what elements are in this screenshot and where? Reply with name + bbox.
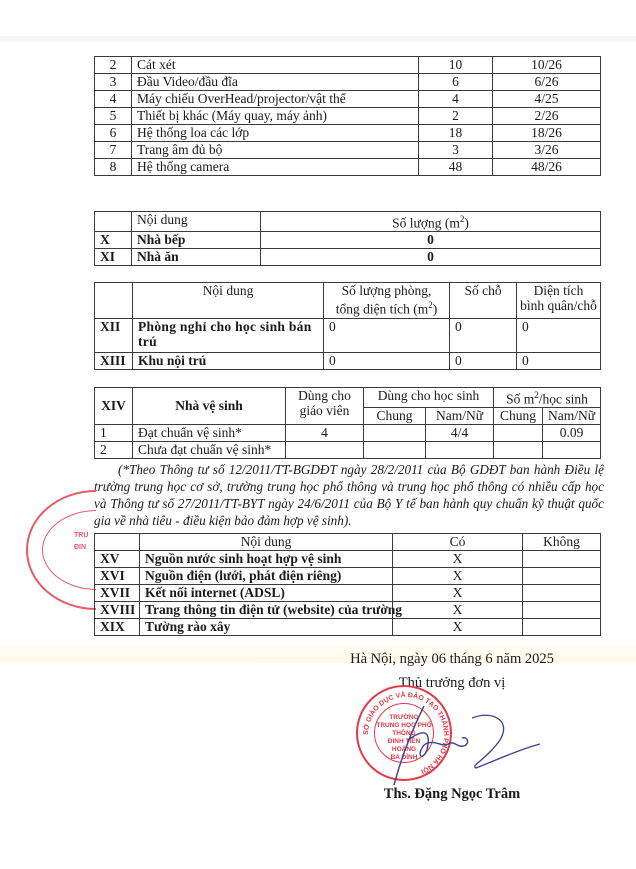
header-seats: Số chỗ: [450, 283, 517, 319]
boarding-table: [94, 282, 601, 370]
row-number: XVIII: [95, 602, 140, 619]
row-number: 2: [95, 441, 133, 458]
table-header-row: [95, 283, 601, 319]
table-header-row: [95, 388, 601, 408]
kitchen-table: [94, 211, 601, 266]
equipment-name: Đầu Video/đầu đĩa: [132, 74, 419, 91]
row-number: XV: [95, 551, 140, 568]
signer-title: Thủ trưởng đơn vị: [398, 675, 506, 691]
header-teacher-line1: Dùng cho: [298, 388, 351, 403]
header-blank: [95, 283, 133, 319]
equipment-quantity: 6: [419, 74, 493, 91]
row-number: 8: [95, 159, 132, 176]
equipment-quantity: 10: [419, 57, 493, 74]
table-row: [95, 424, 601, 441]
equipment-ratio: 4/25: [493, 91, 601, 108]
table-row: [95, 619, 601, 636]
item-name: Nhà ăn: [132, 248, 261, 265]
header-student-common: Chung: [364, 407, 426, 424]
equipment-name: Thiết bị khác (Máy quay, máy ảnh): [132, 108, 419, 125]
item-student-common: [364, 424, 426, 441]
row-number: XVI: [95, 568, 140, 585]
table-row: [95, 108, 601, 125]
table-row: [95, 142, 601, 159]
item-no: [523, 585, 601, 602]
header-area-group: [494, 388, 601, 408]
header-content: Nội dung: [133, 283, 324, 319]
row-number: 2: [95, 57, 132, 74]
equipment-ratio: 48/26: [493, 159, 601, 176]
stamp-line2: ĐIN: [74, 544, 87, 551]
stamp-line2: TRUNG HỌC PHỔ THÔNG: [376, 722, 432, 737]
item-yes: X: [393, 602, 523, 619]
header-quantity-suffix: ): [464, 215, 469, 231]
table-row: [95, 568, 601, 585]
header-quantity: [261, 212, 601, 232]
header-area-common: Chung: [494, 407, 543, 424]
item-yes: X: [393, 585, 523, 602]
header-teacher-line2: giáo viên: [299, 403, 350, 418]
equipment-quantity: 48: [419, 159, 493, 176]
equipment-quantity: 4: [419, 91, 493, 108]
item-teacher: 4: [286, 424, 364, 441]
header-student-group: Dùng cho học sinh: [364, 388, 494, 408]
equipment-name: Hệ thống camera: [132, 159, 419, 176]
table-row: [95, 551, 601, 568]
item-area: 0: [517, 319, 601, 353]
item-name-line2: trú: [138, 334, 157, 349]
header-student-mf: Nam/Nữ: [426, 407, 494, 424]
item-seats: 0: [450, 353, 517, 370]
header-quantity-text: Số lượng (m: [392, 215, 460, 231]
header-rooms-line2: tổng diện tích (m: [335, 301, 429, 317]
item-value: 0: [261, 231, 601, 248]
row-number: X: [95, 231, 132, 248]
equipment-name: Cát xét: [132, 57, 419, 74]
row-number: 7: [95, 142, 132, 159]
stamp-line1: TRU: [74, 532, 89, 539]
item-seats: 0: [450, 319, 517, 353]
row-number: XIII: [95, 353, 133, 370]
equipment-table: [94, 56, 601, 176]
stamp-text: [74, 530, 88, 554]
header-rooms-line1: Số lượng phòng,: [341, 283, 432, 298]
header-area-mf: Nam/Nữ: [543, 407, 601, 424]
item-student-mf: 4/4: [426, 424, 494, 441]
equipment-name: Hệ thống loa các lớp: [132, 125, 419, 142]
row-number: XI: [95, 248, 132, 265]
equipment-quantity: 3: [419, 142, 493, 159]
header-area-text: Số m: [506, 391, 535, 407]
header-teacher: [286, 388, 364, 425]
table-row: [95, 91, 601, 108]
row-number: XII: [95, 319, 133, 353]
table-row: [95, 159, 601, 176]
footnote-text: (*Theo Thông tư số 12/2011/TT-BGDĐT ngày 28/2/2011 của Bộ GDĐT ban hành Điều lệ trường trung học cơ sở, trường trung học phổ thông và trung học phổ thông có nhiều cấp học và Thông tư số 27/2011/TT-BYT ngày 24/6/2011 của Bộ Y tế ban hành quy chuẩn kỹ thuật quốc gia về nhà tiêu - điều kiện bảo đảm hợp vệ sinh).: [94, 462, 604, 528]
header-name: Nhà vệ sinh: [133, 388, 286, 425]
superscript: 2: [428, 300, 433, 310]
item-name: Trang thông tin điện tử (website) của trường: [140, 602, 393, 619]
item-area-mf: 0.09: [543, 424, 601, 441]
item-name: Đạt chuẩn vệ sinh*: [133, 424, 286, 441]
item-name: Chưa đạt chuẩn vệ sinh*: [133, 441, 286, 458]
handwritten-signature: [372, 700, 542, 790]
header-blank: [95, 212, 132, 232]
signer-name: Ths. Đặng Ngọc Trâm: [383, 786, 521, 802]
item-no: [523, 619, 601, 636]
item-name: Nguồn điện (lưới, phát điện riêng): [140, 568, 393, 585]
item-area: 0: [517, 353, 601, 370]
stamp-line4: BA ĐÌNH: [390, 754, 418, 761]
header-no: Không: [523, 534, 601, 551]
toilet-table: [94, 387, 601, 459]
table-row: [95, 602, 601, 619]
table-row: [95, 231, 601, 248]
row-number: XIX: [95, 619, 140, 636]
item-teacher: [286, 441, 364, 458]
section-number: XIV: [95, 388, 133, 425]
superscript: 2: [459, 214, 465, 224]
table-header-row: [95, 534, 601, 551]
superscript: 2: [534, 390, 539, 400]
row-number: XVII: [95, 585, 140, 602]
item-student-common: [364, 441, 426, 458]
header-area-line2: bình quân/chỗ: [520, 298, 597, 313]
equipment-name: Máy chiếu OverHead/projector/vật thể: [132, 91, 419, 108]
header-content: Nội dung: [140, 534, 393, 551]
row-number: 4: [95, 91, 132, 108]
header-rooms: [324, 283, 450, 319]
equipment-ratio: 10/26: [493, 57, 601, 74]
table-header-row: [95, 212, 601, 232]
table-row: [95, 57, 601, 74]
item-value: 0: [261, 248, 601, 265]
item-no: [523, 602, 601, 619]
item-name: Nhà bếp: [132, 231, 261, 248]
row-number: 5: [95, 108, 132, 125]
table-row: [95, 248, 601, 265]
item-name-line1: Phòng nghỉ cho học sinh bán: [138, 319, 312, 334]
equipment-name: Trang âm đủ bộ: [132, 142, 419, 159]
table-row: [95, 441, 601, 458]
table-row: [95, 585, 601, 602]
equipment-ratio: 2/26: [493, 108, 601, 125]
item-area-mf: [543, 441, 601, 458]
item-name: Tường rào xây: [140, 619, 393, 636]
header-area-suffix: /học sinh: [538, 391, 588, 407]
item-rooms: 0: [324, 353, 450, 370]
item-no: [523, 568, 601, 585]
footnote: [94, 461, 604, 529]
header-rooms-suffix: ): [432, 301, 438, 317]
header-area-line1: Diện tích: [533, 283, 584, 298]
item-no: [523, 551, 601, 568]
row-number: 1: [95, 424, 133, 441]
header-area: [517, 283, 601, 319]
row-number: 6: [95, 125, 132, 142]
svg-text:SỞ GIÁO DỤC VÀ ĐÀO TẠO THÀNH P: SỞ GIÁO DỤC VÀ ĐÀO TẠO THÀNH PHỐ HÀ NỘI: [362, 691, 450, 775]
stamp-line1: TRƯỜNG: [389, 714, 419, 721]
partial-stamp: [26, 490, 96, 610]
item-yes: X: [393, 568, 523, 585]
item-name: Khu nội trú: [133, 353, 324, 370]
equipment-ratio: 18/26: [493, 125, 601, 142]
stamp-line3: ĐINH TIÊN HOÀNG: [387, 738, 421, 753]
place-date: Hà Nội, ngày 06 tháng 6 năm 2025: [350, 651, 554, 667]
table-row: [95, 125, 601, 142]
item-name: Nguồn nước sinh hoạt hợp vệ sinh: [140, 551, 393, 568]
item-name: [133, 319, 324, 353]
facilities-table: [94, 533, 601, 636]
equipment-quantity: 18: [419, 125, 493, 142]
table-row: [95, 353, 601, 370]
table-row: [95, 74, 601, 91]
header-yes: Có: [393, 534, 523, 551]
scan-edge: [0, 36, 636, 42]
item-yes: X: [393, 619, 523, 636]
row-number: 3: [95, 74, 132, 91]
item-student-mf: [426, 441, 494, 458]
item-area-common: [494, 441, 543, 458]
item-yes: X: [393, 551, 523, 568]
equipment-ratio: 6/26: [493, 74, 601, 91]
header-content: Nội dung: [132, 212, 261, 232]
item-rooms: 0: [324, 319, 450, 353]
table-row: [95, 319, 601, 353]
item-name: Kết nối internet (ADSL): [140, 585, 393, 602]
item-area-common: [494, 424, 543, 441]
header-blank: [95, 534, 140, 551]
equipment-ratio: 3/26: [493, 142, 601, 159]
equipment-quantity: 2: [419, 108, 493, 125]
